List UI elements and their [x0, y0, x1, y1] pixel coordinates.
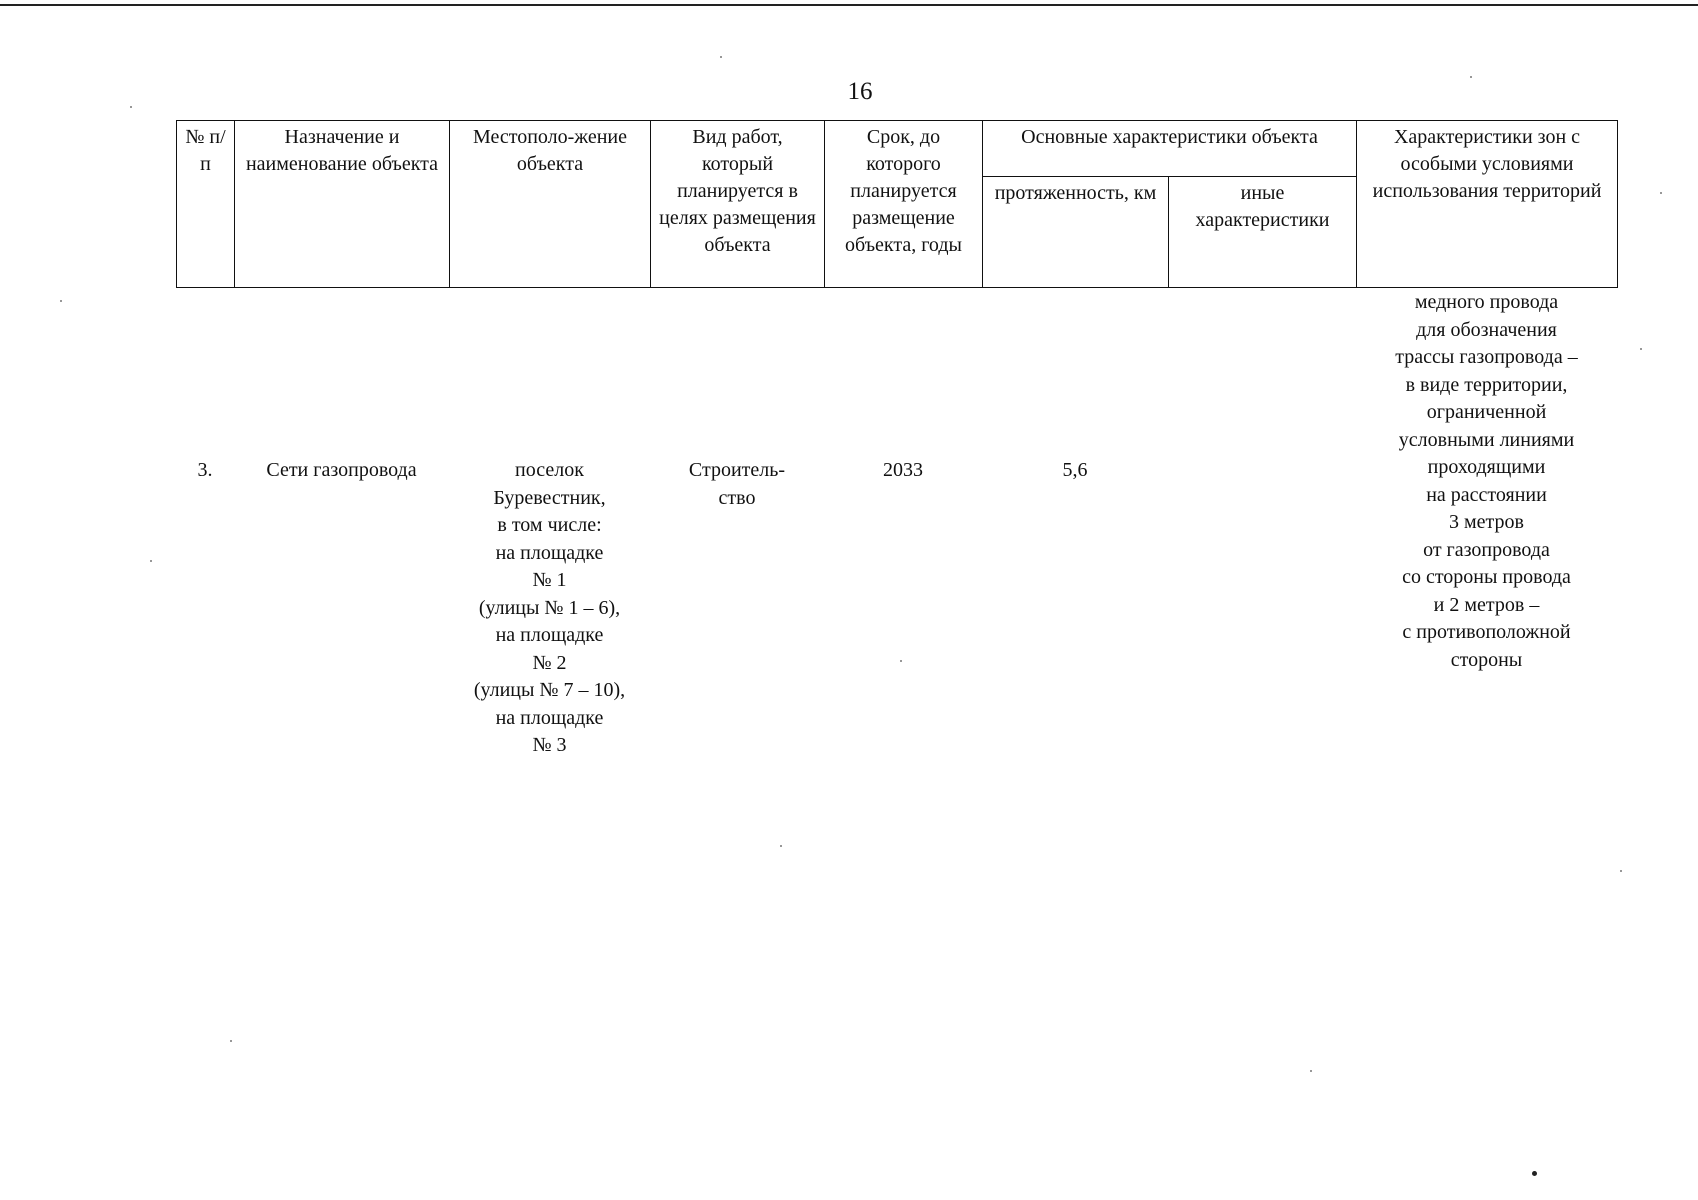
location-line: (улицы № 1 – 6),: [478, 596, 621, 619]
header-location: Местополо-жение объекта: [450, 121, 651, 288]
row-term: 2033: [883, 459, 923, 481]
work-type-line: ство: [718, 486, 756, 509]
zones-line: 3 метров: [1449, 511, 1524, 533]
header-main-characteristics: Основные характеристики объекта: [983, 121, 1357, 177]
scan-speck: [150, 560, 152, 562]
scan-speck: [1620, 870, 1622, 872]
row-location: [449, 457, 650, 760]
location-line: № 2: [532, 651, 567, 674]
header-term: Срок, до которого планируется размещение объекта, годы: [825, 121, 983, 288]
zones-line: для обозначения: [1416, 318, 1557, 341]
scan-speck: [780, 845, 782, 847]
scan-speck: [1640, 348, 1642, 350]
location-line: поселок: [515, 459, 584, 481]
header-other: иные характеристики: [1169, 177, 1357, 288]
location-line: № 1: [532, 569, 567, 591]
zones-line: со стороны провода: [1402, 566, 1571, 588]
header-name: Назначение и наименование объекта: [235, 121, 450, 288]
location-line: на площадке: [495, 624, 604, 646]
scan-speck: [1660, 192, 1662, 194]
top-rule: [0, 4, 1698, 6]
table-header: [176, 120, 1618, 288]
zones-line: стороны: [1450, 648, 1523, 671]
scan-speck: [130, 106, 132, 108]
scan-speck: [1310, 1070, 1312, 1072]
header-length: протяженность, км: [983, 177, 1169, 288]
scan-speck: [900, 660, 902, 662]
row-num: 3.: [197, 459, 213, 481]
header-work-type: Вид работ, который планируется в целях размещения объекта: [651, 121, 825, 288]
page-number: 16: [847, 78, 873, 105]
location-line: в том числе:: [497, 514, 602, 536]
zones-line: ограниченной: [1426, 401, 1547, 423]
location-line: на площадке: [495, 706, 604, 729]
row-name: Сети газопровода: [266, 459, 417, 481]
scan-speck: [1470, 76, 1472, 78]
location-line: (улицы № 7 – 10),: [473, 679, 626, 701]
zones-line: проходящими: [1427, 456, 1546, 478]
zones-line: и 2 метров –: [1433, 593, 1540, 616]
zones-line: с противоположной: [1402, 621, 1571, 643]
zones-line: условными линиями: [1398, 428, 1575, 451]
scan-speck: [60, 300, 62, 302]
header-zones: Характеристики зон с особыми условиями использования территорий: [1357, 121, 1618, 288]
row-zones: [1356, 289, 1617, 674]
scan-speck: [230, 1040, 232, 1042]
row-work-type: [650, 457, 824, 512]
work-type-line: Строитель-: [688, 459, 786, 481]
zones-line: трассы газопровода –: [1395, 346, 1578, 368]
scan-speck: [1532, 1171, 1537, 1176]
location-line: Буревестник,: [493, 486, 606, 509]
zones-line: в виде территории,: [1405, 373, 1568, 396]
header-num: № п/п: [177, 121, 235, 288]
zones-line: медного провода: [1414, 291, 1559, 313]
location-line: на площадке: [495, 541, 604, 564]
zones-line: от газопровода: [1423, 538, 1550, 561]
location-line: № 3: [532, 734, 567, 756]
zones-line: на расстоянии: [1426, 483, 1547, 506]
row-length: 5,6: [1062, 459, 1088, 481]
scan-speck: [720, 56, 722, 58]
